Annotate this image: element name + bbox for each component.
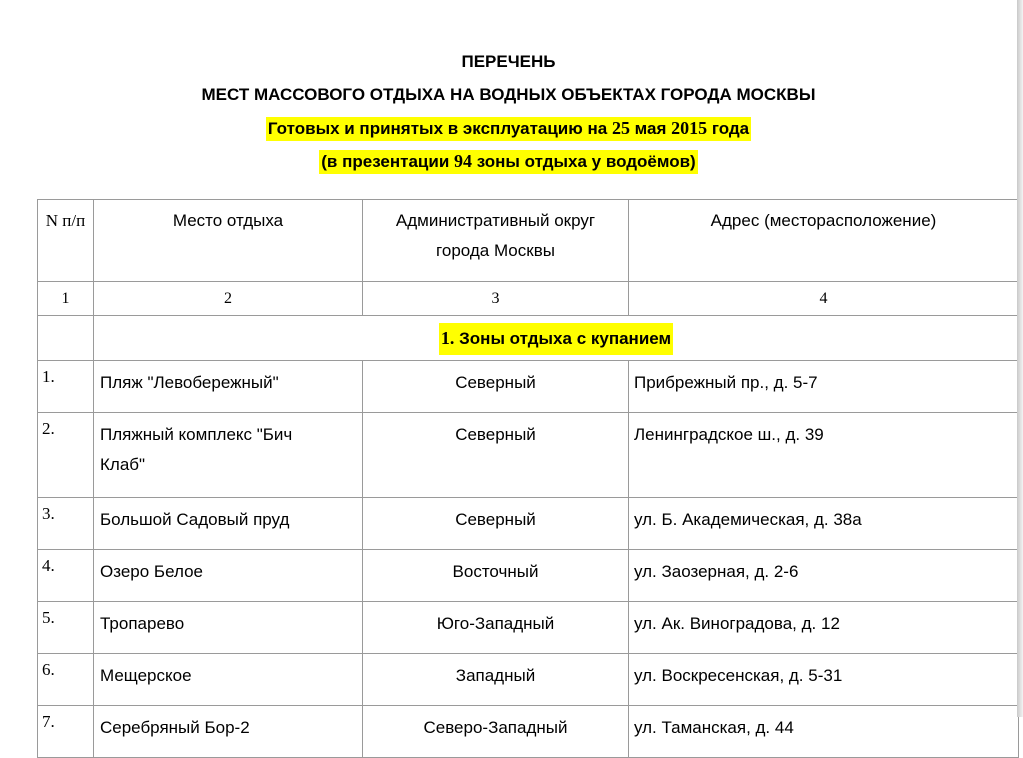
row-place: Большой Садовый пруд: [94, 498, 363, 550]
table-row: [38, 361, 1019, 413]
section-row: [38, 316, 1019, 361]
table-header-row: [38, 200, 1019, 282]
row-address: ул. Ак. Виноградова, д. 12: [629, 602, 1019, 654]
column-number: 3: [363, 282, 629, 316]
row-address: ул. Б. Академическая, д. 38а: [629, 498, 1019, 550]
row-okrug: Юго-Западный: [363, 602, 629, 654]
row-address: Прибрежный пр., д. 5-7: [629, 361, 1019, 413]
row-number: 1.: [38, 361, 94, 413]
highlight-band: 1. Зоны отдыха с купанием: [439, 323, 673, 355]
row-place: Серебряный Бор-2: [94, 706, 363, 758]
page-edge-shadow: [1017, 0, 1023, 717]
row-address: ул. Таманская, д. 44: [629, 706, 1019, 758]
row-okrug: Западный: [363, 654, 629, 706]
row-okrug: Восточный: [363, 550, 629, 602]
highlighted-date-line: [0, 117, 1017, 140]
table-row: [38, 602, 1019, 654]
row-place: Пляжный комплекс "Бич Клаб": [94, 413, 363, 498]
header-address: Адрес (месторасположение): [629, 200, 1019, 282]
row-okrug: Северо-Западный: [363, 706, 629, 758]
row-number: 4.: [38, 550, 94, 602]
row-okrug: Северный: [363, 413, 629, 498]
table-row: [38, 413, 1019, 498]
row-place: Озеро Белое: [94, 550, 363, 602]
row-place: Тропарево: [94, 602, 363, 654]
row-address: Ленинградское ш., д. 39: [629, 413, 1019, 498]
row-okrug: Северный: [363, 361, 629, 413]
row-number: 7.: [38, 706, 94, 758]
section-title: [94, 316, 1019, 361]
column-number-row: [38, 282, 1019, 316]
document-subtitle: [0, 84, 1017, 106]
title-line-2: МЕСТ МАССОВОГО ОТДЫХА НА ВОДНЫХ ОБЪЕКТАХ ГОРОДА МОСКВЫ: [201, 85, 816, 104]
row-place: Мещерское: [94, 654, 363, 706]
row-number: 5.: [38, 602, 94, 654]
row-place: Пляж "Левобережный": [94, 361, 363, 413]
document-title: [0, 51, 1017, 73]
highlight-band: (в презентации 94 зоны отдыха у водоёмов): [319, 150, 697, 174]
column-number: 1: [38, 282, 94, 316]
row-address: ул. Заозерная, д. 2-6: [629, 550, 1019, 602]
header-num: N п/п: [38, 200, 94, 282]
table-row: [38, 498, 1019, 550]
row-number: 6.: [38, 654, 94, 706]
highlight-band: Готовых и принятых в эксплуатацию на 25 мая 2015 года: [266, 117, 751, 141]
row-okrug: Северный: [363, 498, 629, 550]
row-number: 2.: [38, 413, 94, 498]
column-number: 2: [94, 282, 363, 316]
column-number: 4: [629, 282, 1019, 316]
table-row: [38, 706, 1019, 758]
title-line-1: ПЕРЕЧЕНЬ: [461, 52, 556, 71]
header-okrug: Административный округ города Москвы: [363, 200, 629, 282]
row-number: 3.: [38, 498, 94, 550]
highlighted-count-line: [0, 150, 1017, 173]
recreation-sites-table: [37, 199, 1019, 758]
row-address: ул. Воскресенская, д. 5-31: [629, 654, 1019, 706]
table-row: [38, 550, 1019, 602]
header-place: Место отдыха: [94, 200, 363, 282]
section-empty-cell: [38, 316, 94, 361]
table-row: [38, 654, 1019, 706]
